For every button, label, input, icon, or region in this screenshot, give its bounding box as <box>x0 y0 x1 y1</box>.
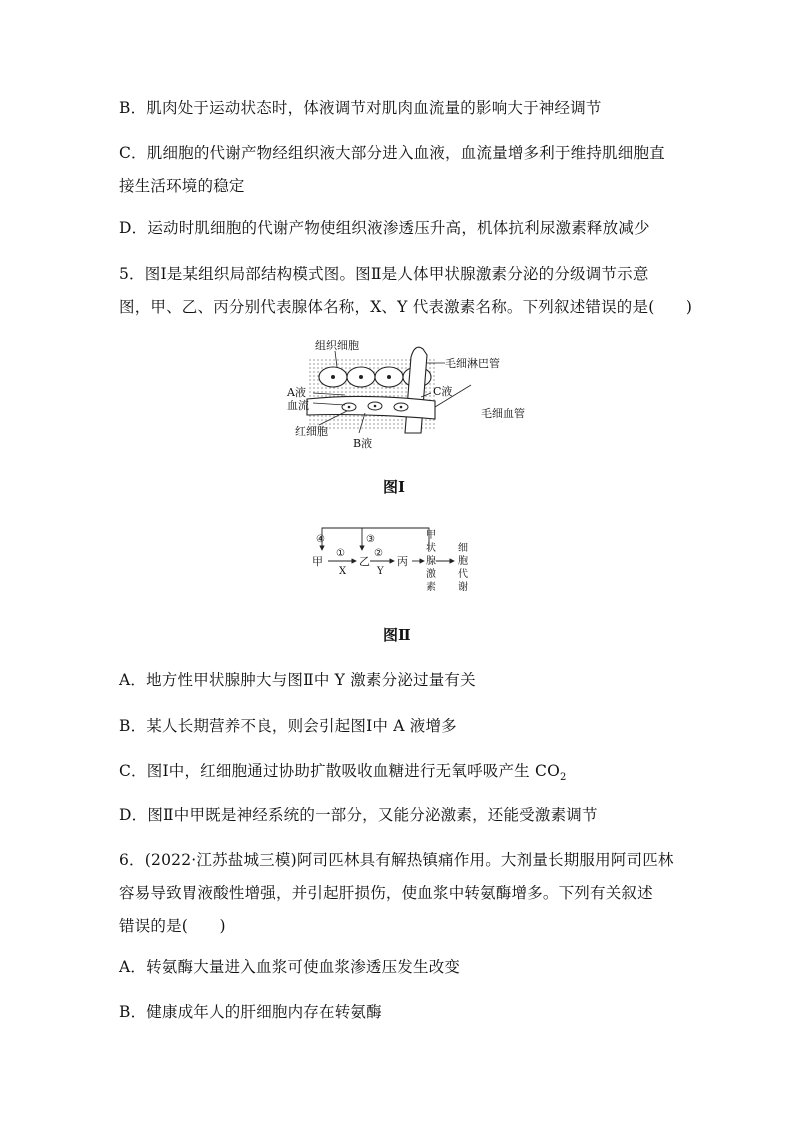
figure-2-hormone-diagram <box>312 524 492 604</box>
node-yi: 乙 <box>359 555 370 568</box>
svg-text:激: 激 <box>426 569 436 580</box>
arrow-4-label: ④ <box>316 534 325 545</box>
figure-1-tissue-diagram <box>285 335 525 455</box>
q6-stem-line3: 错误的是( ) <box>119 917 226 935</box>
cell-metabolism-label <box>458 542 468 593</box>
hormone-y-label: Y <box>377 566 384 577</box>
q6-stem-line1: 6．(2022·江苏盐城三模)阿司匹林具有解热镇痛作用。大剂量长期服用阿司匹林 <box>119 851 674 869</box>
label-red-blood-cell: 红细胞 <box>295 425 328 438</box>
q5-stem-line2: 图，甲、乙、丙分别代表腺体名称，X、Y 代表激素名称。下列叙述错误的是( ) <box>119 298 693 316</box>
q6-option-a: A．转氨酶大量进入血浆可使血浆渗透压发生改变 <box>119 958 461 976</box>
svg-text:甲: 甲 <box>426 530 436 541</box>
label-tissue-cell: 组织细胞 <box>315 339 359 352</box>
arrow-1-label: ① <box>336 548 345 559</box>
q5-stem-line1: 5．图Ⅰ是某组织局部结构模式图。图Ⅱ是人体甲状腺激素分泌的分级调节示意 <box>119 265 649 283</box>
q4-option-d: D．运动时肌细胞的代谢产物使组织液渗透压升高，机体抗利尿激素释放减少 <box>119 219 650 237</box>
label-fluid-b: B液 <box>353 437 373 450</box>
figure-1-caption: 图Ⅰ <box>383 478 406 496</box>
q4-option-b: B．肌肉处于运动状态时，体液调节对肌肉血流量的影响大于神经调节 <box>119 99 602 117</box>
figure-2-caption: 图Ⅱ <box>383 626 411 644</box>
svg-text:腺: 腺 <box>426 556 436 567</box>
q6-option-b: B．健康成年人的肝细胞内存在转氨酶 <box>119 1003 382 1021</box>
q5-option-d: D．图Ⅱ中甲既是神经系统的一部分，又能分泌激素，还能受激素调节 <box>119 806 598 824</box>
svg-text:胞: 胞 <box>458 556 468 567</box>
label-fluid-a: A液 <box>287 386 306 399</box>
q5-option-a: A．地方性甲状腺肿大与图Ⅱ中 Y 激素分泌过量有关 <box>119 671 476 689</box>
node-jia: 甲 <box>312 555 323 568</box>
thyroxine-label <box>426 529 436 593</box>
q4-option-c-line1: C．肌细胞的代谢产物经组织液大部分进入血液，血流量增多利于维持肌细胞直 <box>119 144 665 162</box>
svg-text:代: 代 <box>458 569 468 580</box>
node-bing: 丙 <box>397 555 408 568</box>
hormone-x-label: X <box>339 566 347 577</box>
label-blood-flow: 血流 <box>287 399 309 412</box>
arrow-3-label: ③ <box>366 534 375 545</box>
label-lymph-capillary: 毛细淋巴管 <box>445 357 500 370</box>
label-blood-capillary: 毛细血管 <box>481 407 525 420</box>
q5-option-b: B．某人长期营养不良，则会引起图Ⅰ中 A 液增多 <box>119 717 457 735</box>
arrow-2-label: ② <box>374 548 383 559</box>
q5-option-c: C．图Ⅰ中，红细胞通过协助扩散吸收血糖进行无氧呼吸产生 $CO_2$ <box>119 762 567 784</box>
label-fluid-c: C液 <box>433 385 453 398</box>
red-blood-cells <box>342 402 408 411</box>
svg-text:细: 细 <box>458 543 468 554</box>
q6-stem-line2: 容易导致胃液酸性增强，并引起肝损伤，使血浆中转氨酶增多。下列有关叙述 <box>119 884 653 902</box>
svg-text:状: 状 <box>426 543 436 554</box>
q4-option-c-line2: 接生活环境的稳定 <box>119 177 245 195</box>
svg-text:谢: 谢 <box>458 582 468 593</box>
svg-text:素: 素 <box>426 582 436 593</box>
